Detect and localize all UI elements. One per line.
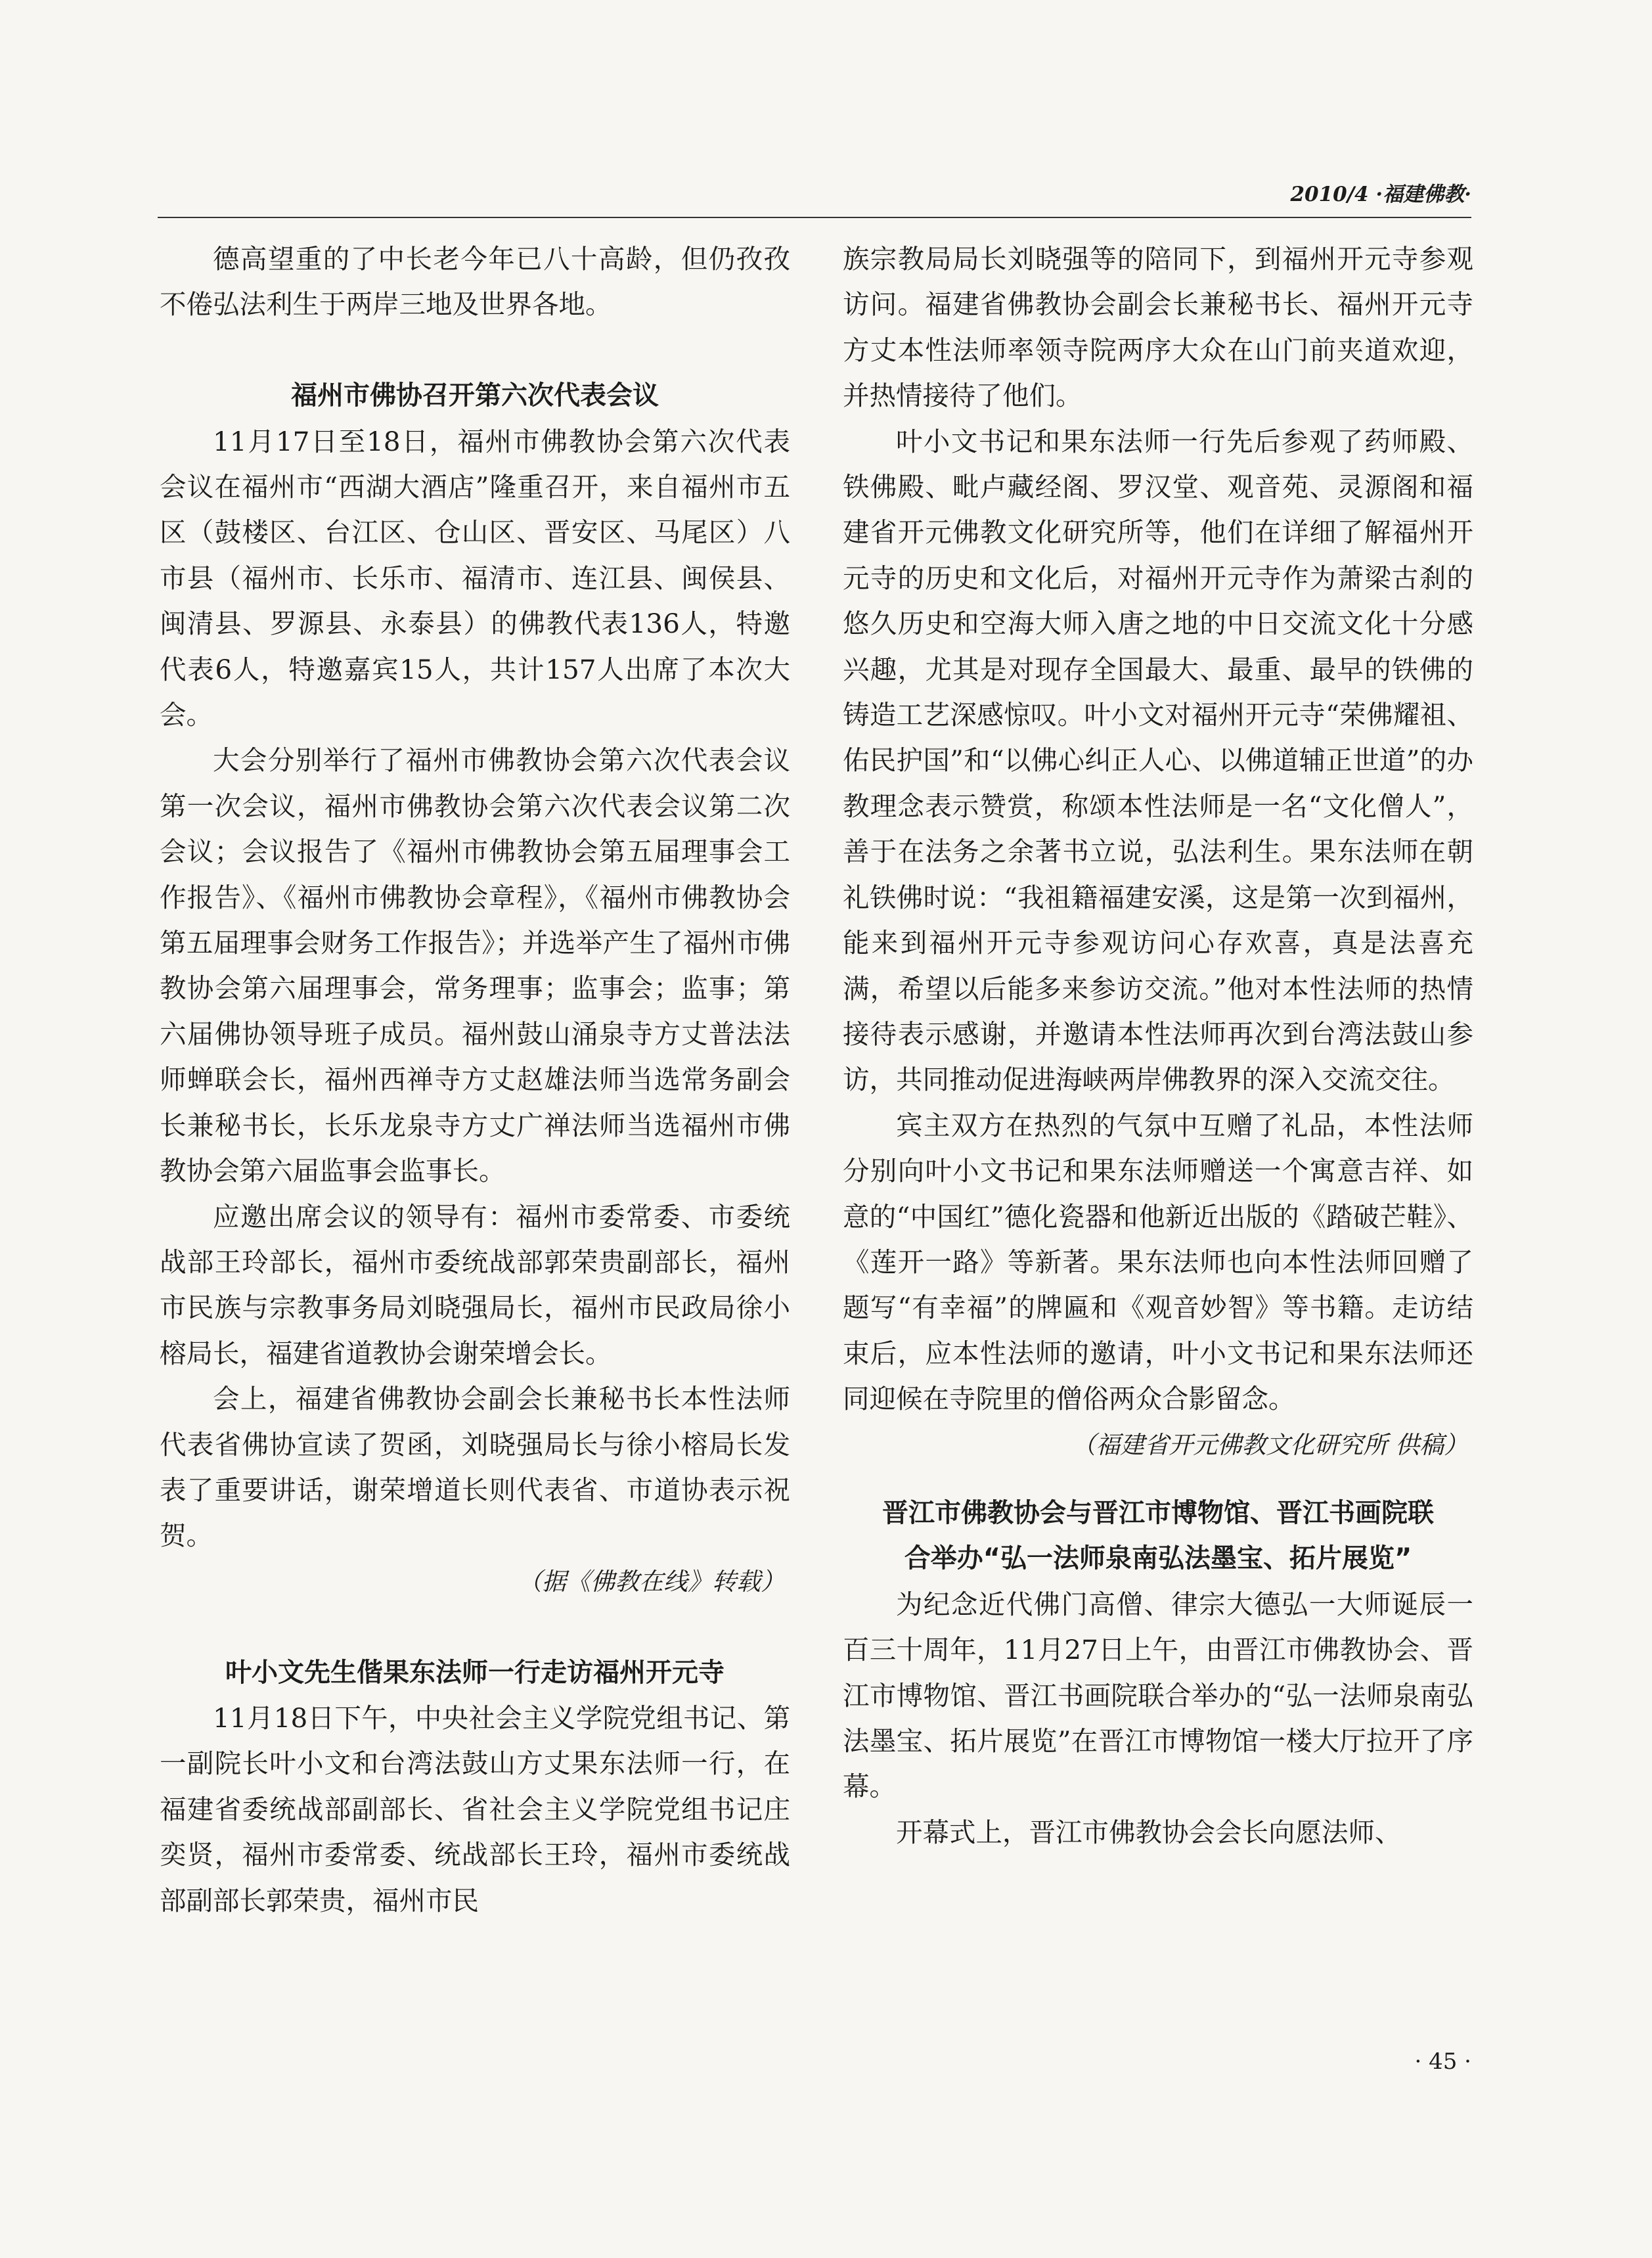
article2-paragraph-3: 宾主双方在热烈的气氛中互赠了礼品，本性法师分别向叶小文书记和果东法师赠送一个寓意吉祥、如意的“中国红”德化瓷器和他新近出版的《踏破芒鞋》、《莲开一路》等新著。果东法师也向本性法师回赠了题写“有幸福”的牌匾和《观音妙智》等书籍。走访结束后，应本性法师的邀请，叶小文书记和果东法师还同迎候在寺院里的僧俗两众合影留念。 bbox=[843, 1109, 1473, 1415]
article1-paragraph-4: 会上，福建省佛教协会副会长兼秘书长本性法师代表省佛协宣读了贺函，刘晓强局长与徐小榕局长发表了重要讲话，谢荣增道长则代表省、市道协表示祝贺。 bbox=[160, 1383, 790, 1552]
article2-paragraph-1-cont: 族宗教局局长刘晓强等的陪同下，到福州开元寺参观访问。福建省佛教协会副会长兼秘书长、福州开元寺方丈本性法师率领寺院两序大众在山门前夹道欢迎，并热情接待了他们。 bbox=[843, 243, 1473, 412]
article2-paragraph-2: 叶小文书记和果东法师一行先后参观了药师殿、铁佛殿、毗卢藏经阁、罗汉堂、观音苑、灵源阁和福建省开元佛教文化研究所等，他们在详细了解福州开元寺的历史和文化后，对福州开元寺作为萧梁古刹的悠久历史和空海大师入唐之地的中日交流文化十分感兴趣，尤其是对现存全国最大、最重、最早的铁佛的铸造工艺深感惊叹。叶小文对福州开元寺“荣佛耀祖、佑民护国”和“以佛心纠正人心、以佛道辅正世道”的办教理念表示赞赏，称颂本性法师是一名“文化僧人”，善于在法务之余著书立说，弘法利生。果东法师在朝礼铁佛时说：“我祖籍福建安溪，这是第一次到福州，能来到福州开元寺参观访问心存欢喜，真是法喜充满，希望以后能多来参访交流。”他对本性法师的热情接待表示感谢，并邀请本性法师再次到台湾法鼓山参访，共同推动促进海峡两岸佛教界的深入交流交往。 bbox=[843, 425, 1473, 1096]
article2-paragraph-1: 11月18日下午，中央社会主义学院党组书记、第一副院长叶小文和台湾法鼓山方丈果东法师一行，在福建省委统战部副部长、省社会主义学院党组书记庄奕贤，福州市委常委、统战部长王玲，福州市委统战部副部长郭荣贵，福州市民 bbox=[160, 1702, 790, 1916]
article2-source: （福建省开元佛教文化研究所 供稿） bbox=[1071, 1430, 1468, 1459]
article-title-fuzhou-congress: 福州市佛协召开第六次代表会议 bbox=[291, 380, 659, 411]
header-rule bbox=[158, 217, 1471, 218]
running-header: 2010/4 ·福建佛教· bbox=[1290, 183, 1471, 206]
right-column bbox=[843, 237, 1473, 1855]
page-number: · 45 · bbox=[1414, 2048, 1471, 2075]
article3-paragraph-2: 开幕式上，晋江市佛教协会会长向愿法师、 bbox=[896, 1816, 1402, 1848]
article1-source: （据《佛教在线》转载） bbox=[518, 1567, 785, 1596]
left-column bbox=[160, 237, 790, 1924]
article-title-jinjiang-line2: 合举办“弘一法师泉南弘法墨宝、拓片展览” bbox=[904, 1543, 1412, 1574]
continued-paragraph: 德高望重的了中长老今年已八十高龄，但仍孜孜不倦弘法利生于两岸三地及世界各地。 bbox=[160, 243, 790, 321]
article-title-jinjiang-line1: 晋江市佛教协会与晋江市博物馆、晋江书画院联 bbox=[882, 1497, 1434, 1528]
article1-paragraph-2: 大会分别举行了福州市佛教协会第六次代表会议第一次会议，福州市佛教协会第六次代表会议第二次会议；会议报告了《福州市佛教协会第五届理事会工作报告》、《福州市佛教协会章程》，《福州市佛教协会第五届理事会财务工作报告》；并选举产生了福州市佛教协会第六届理事会，常务理事；监事会；监事；第六届佛协领导班子成员。福州鼓山涌泉寺方丈普法法师蝉联会长，福州西禅寺方丈赵雄法师当选常务副会长兼秘书长，长乐龙泉寺方丈广禅法师当选福州市佛教协会第六届监事会监事长。 bbox=[160, 744, 790, 1187]
article1-paragraph-3: 应邀出席会议的领导有：福州市委常委、市委统战部王玲部长，福州市委统战部郭荣贵副部长，福州市民族与宗教事务局刘晓强局长，福州市民政局徐小榕局长，福建省道教协会谢荣增会长。 bbox=[160, 1200, 790, 1369]
article3-paragraph-1: 为纪念近代佛门高僧、律宗大德弘一大师诞辰一百三十周年，11月27日上午，由晋江市佛教协会、晋江市博物馆、晋江书画院联合举办的“弘一法师泉南弘法墨宝、拓片展览”在晋江市博物馆一楼大厅拉开了序幕。 bbox=[843, 1588, 1473, 1803]
article-title-ye-xiaowen-visit: 叶小文先生偕果东法师一行走访福州开元寺 bbox=[225, 1657, 725, 1688]
article1-paragraph-1: 11月17日至18日，福州市佛教协会第六次代表会议在福州市“西湖大酒店”隆重召开，来自福州市五区（鼓楼区、台江区、仓山区、晋安区、马尾区）八市县（福州市、长乐市、福清市、连江县、闽侯县、闽清县、罗源县、永泰县）的佛教代表136人，特邀代表6人，特邀嘉宾15人，共计157人出席了本次大会。 bbox=[160, 425, 790, 731]
